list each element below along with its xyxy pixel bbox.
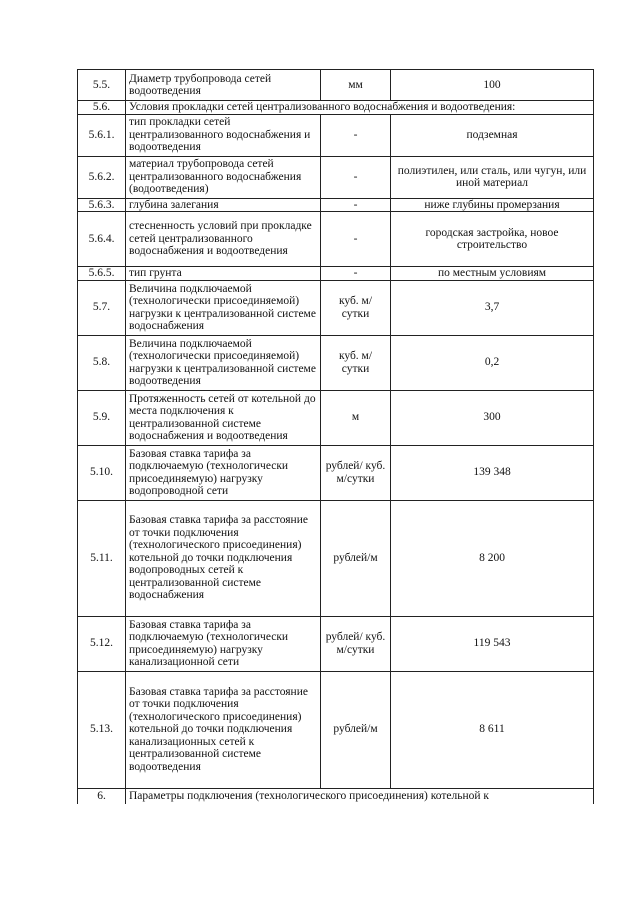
- row-number: 5.9.: [78, 390, 126, 445]
- parameter-unit: -: [321, 198, 391, 212]
- table-row: [78, 335, 594, 390]
- table-row: [78, 212, 594, 267]
- section-heading: Условия прокладки сетей централизованного водоснабжения и водоотведения:: [126, 101, 594, 115]
- row-number: 5.12.: [78, 616, 126, 671]
- parameter-unit: куб. м/ сутки: [321, 280, 391, 335]
- parameter-unit: рублей/ куб. м/сутки: [321, 445, 391, 500]
- table-body: [78, 70, 594, 805]
- parameter-description: Протяженность сетей от котельной до места подключения к централизованной системе водоснабжения и водоотведения: [126, 390, 321, 445]
- parameter-unit: рублей/м: [321, 671, 391, 788]
- row-number: 5.7.: [78, 280, 126, 335]
- parameter-value: 0,2: [391, 335, 594, 390]
- row-number: 5.6.3.: [78, 198, 126, 212]
- parameter-value: 300: [391, 390, 594, 445]
- parameter-description: тип прокладки сетей централизованного водоснабжения и водоотведения: [126, 114, 321, 156]
- table-row: [78, 390, 594, 445]
- parameter-value: 8 611: [391, 671, 594, 788]
- parameter-unit: -: [321, 212, 391, 267]
- parameter-value: 100: [391, 70, 594, 101]
- parameter-unit: м: [321, 390, 391, 445]
- parameter-value: ниже глубины промерзания: [391, 198, 594, 212]
- table-row: [78, 114, 594, 156]
- parameter-description: Диаметр трубопровода сетей водоотведения: [126, 70, 321, 101]
- row-number: 5.13.: [78, 671, 126, 788]
- parameters-table: [77, 69, 594, 804]
- table-row: [78, 616, 594, 671]
- parameter-unit: -: [321, 267, 391, 281]
- parameter-unit: мм: [321, 70, 391, 101]
- parameter-value: подземная: [391, 114, 594, 156]
- row-number: 5.6.4.: [78, 212, 126, 267]
- parameter-description: материал трубопровода сетей централизованного водоснабжения (водоотведения): [126, 156, 321, 198]
- parameter-value: по местным условиям: [391, 267, 594, 281]
- row-number: 5.11.: [78, 500, 126, 616]
- section-heading: Параметры подключения (технологического присоединения) котельной к: [126, 788, 594, 804]
- parameter-description: тип грунта: [126, 267, 321, 281]
- parameter-unit: рублей/м: [321, 500, 391, 616]
- row-number: 5.5.: [78, 70, 126, 101]
- parameter-description: глубина залегания: [126, 198, 321, 212]
- parameter-description: Величина подключаемой (технологически присоединяемой) нагрузки к централизованной системе водоснабжения: [126, 280, 321, 335]
- parameter-value: 139 348: [391, 445, 594, 500]
- document-page: [77, 69, 593, 804]
- parameter-description: Величина подключаемой (технологически присоединяемой) нагрузки к централизованной системе водоотведения: [126, 335, 321, 390]
- table-row: [78, 280, 594, 335]
- parameter-description: Базовая ставка тарифа за расстояние от точки подключения (технологического присоединения) котельной до точки подключения водопроводных сетей к централизованной системе водоснабжения: [126, 500, 321, 616]
- parameter-unit: рублей/ куб. м/сутки: [321, 616, 391, 671]
- parameter-description: Базовая ставка тарифа за подключаемую (технологически присоединяемую) нагрузку канализационной сети: [126, 616, 321, 671]
- parameter-unit: куб. м/ сутки: [321, 335, 391, 390]
- parameter-value: городская застройка, новое строительство: [391, 212, 594, 267]
- table-row: [78, 156, 594, 198]
- parameter-value: 3,7: [391, 280, 594, 335]
- parameter-description: стесненность условий при прокладке сетей централизованного водоснабжения и водоотведения: [126, 212, 321, 267]
- row-number: 5.6.: [78, 101, 126, 115]
- table-row: [78, 500, 594, 616]
- table-row: [78, 70, 594, 101]
- row-number: 5.10.: [78, 445, 126, 500]
- table-row: [78, 101, 594, 115]
- table-row: [78, 198, 594, 212]
- parameter-value: 8 200: [391, 500, 594, 616]
- row-number: 5.6.1.: [78, 114, 126, 156]
- table-row: [78, 671, 594, 788]
- row-number: 6.: [78, 788, 126, 804]
- parameter-description: Базовая ставка тарифа за подключаемую (технологически присоединяемую) нагрузку водопроводной сети: [126, 445, 321, 500]
- table-row: [78, 267, 594, 281]
- table-row: [78, 788, 594, 804]
- row-number: 5.6.5.: [78, 267, 126, 281]
- parameter-value: полиэтилен, или сталь, или чугун, или иной материал: [391, 156, 594, 198]
- parameter-value: 119 543: [391, 616, 594, 671]
- parameter-unit: -: [321, 156, 391, 198]
- row-number: 5.6.2.: [78, 156, 126, 198]
- parameter-description: Базовая ставка тарифа за расстояние от точки подключения (технологического присоединения) котельной до точки подключения канализационных сетей к централизованной системе водоотведения: [126, 671, 321, 788]
- table-row: [78, 445, 594, 500]
- row-number: 5.8.: [78, 335, 126, 390]
- parameter-unit: -: [321, 114, 391, 156]
